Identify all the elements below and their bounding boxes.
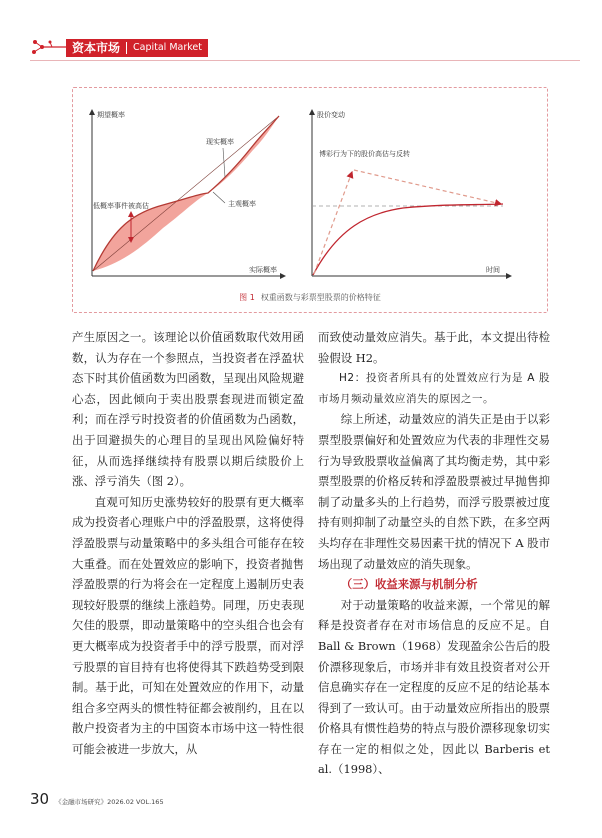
overshoot-up-dashed xyxy=(314,172,352,274)
left-column xyxy=(72,327,304,759)
reversal-down-dashed xyxy=(354,170,501,204)
section-badge xyxy=(66,39,208,57)
left-x-label: 实际概率 xyxy=(249,266,277,274)
left-paragraph-1: 产生原因之一。该理论以价值函数取代效用函数，认为存在一个参照点，当投资者在浮盈状态下时其价值函数为凹函数，呈现出风险规避心态，因此倾向于卖出股票套现进而锁定盈利；而在浮亏时投资者的价值函数为凸函数，出于回避损失的心理目的呈现出风险偏好特征，从而选择继续持有股票以期后续股价上涨、浮亏消失（图 2）。 xyxy=(72,330,304,489)
left-y-label: 期望概率 xyxy=(97,111,125,119)
right-paragraph-2: 综上所述，动量效应的消失正是由于以彩票型股票偏好和处置效应为代表的非理性交易行为导致股票收益偏离了其均衡走势，其中彩票型股票的价格反转和浮盈股票被过早抛售抑制了动量多头的上行趋势，而浮亏股票被过度持有则抑制了动量空头的自然下跌，在多空两头均存在非理性交易因素干扰的情况下 A 股市场出现了动量效应的消失现象。 xyxy=(318,412,550,571)
journal-info: 《金融市场研究》2026.02 VOL.165 xyxy=(55,798,164,806)
subjective-prob-label: 主观概率 xyxy=(228,200,256,208)
figure-svg xyxy=(73,88,549,314)
figure-number: 图 1 xyxy=(239,293,255,302)
right-column xyxy=(318,327,550,780)
header-rule xyxy=(30,60,580,61)
page-header xyxy=(30,38,208,58)
page-number: 30 xyxy=(30,790,50,808)
page-footer xyxy=(30,790,164,808)
right-paragraph-3: 对于动量策略的收益来源，一个常见的解释是投资者存在对市场信息的反应不足。自 Ball & Brown（1968）发现盈余公告后的股价漂移现象后，市场并非有效且投资者对公开信息确实存在一定程度的反应不足的结论基本得到了一致认可。由于动量效应所指出的股票价格具有惯性趋势的特点与股价漂移现象切实存在一定的相似之处，因此以 Barberis et al.（1998）、 xyxy=(318,597,550,777)
circuit-logo-icon xyxy=(30,38,66,58)
left-paragraph-2: 直观可知历史涨势较好的股票有更大概率成为投资者心理账户中的浮盈股票，这将使得浮盈股票与动量策略中的多头组合可能存在较大重叠。而在处置效应的影响下，投资者抛售浮盈股票的行为将会在一定程度上遏制历史表现较好股票的继续上涨趋势。同理，历史表现欠佳的股票，即动量策略中的空头组合也会有更大概率成为投资者手中的浮亏股票，而对浮亏股票的盲目持有也将使得其下跌趋势受到限制。基于此，可知在处置效应的作用下，动量组合多空两头的惯性特征都会被削约，且在以散户投资者为主的中国资本市场中这一特性很可能会被进一步放大，从 xyxy=(72,494,304,756)
right-x-label: 时间 xyxy=(486,266,500,274)
lottery-behavior-label: 博彩行为下的股价高估与反转 xyxy=(319,150,410,158)
real-prob-label: 现实概率 xyxy=(206,138,234,146)
hypothesis-h2: H2：投资者所具有的处置效应行为是 A 股市场月频动量效应消失的原因之一。 xyxy=(318,372,550,405)
badge-divider xyxy=(126,42,127,54)
subjective-prob-pointer xyxy=(213,192,225,203)
right-paragraph-1: 而致使动量效应消失。基于此，本文提出待检验假设 H2。 xyxy=(318,330,550,365)
section-title-cn: 资本市场 xyxy=(72,41,121,55)
figure-caption xyxy=(72,292,548,303)
low-prob-label: 低概率事件被高估 xyxy=(93,202,149,210)
figure-frame xyxy=(72,87,548,313)
fundamental-price-curve xyxy=(313,204,503,275)
section-title-en: Capital Market xyxy=(133,42,203,53)
real-probability-line xyxy=(93,116,279,271)
right-y-label: 股价变动 xyxy=(317,111,345,119)
subheading-mechanism: （三）收益来源与机制分析 xyxy=(340,577,478,592)
figure-caption-text: 权重函数与彩票型股票的价格特征 xyxy=(260,293,381,302)
